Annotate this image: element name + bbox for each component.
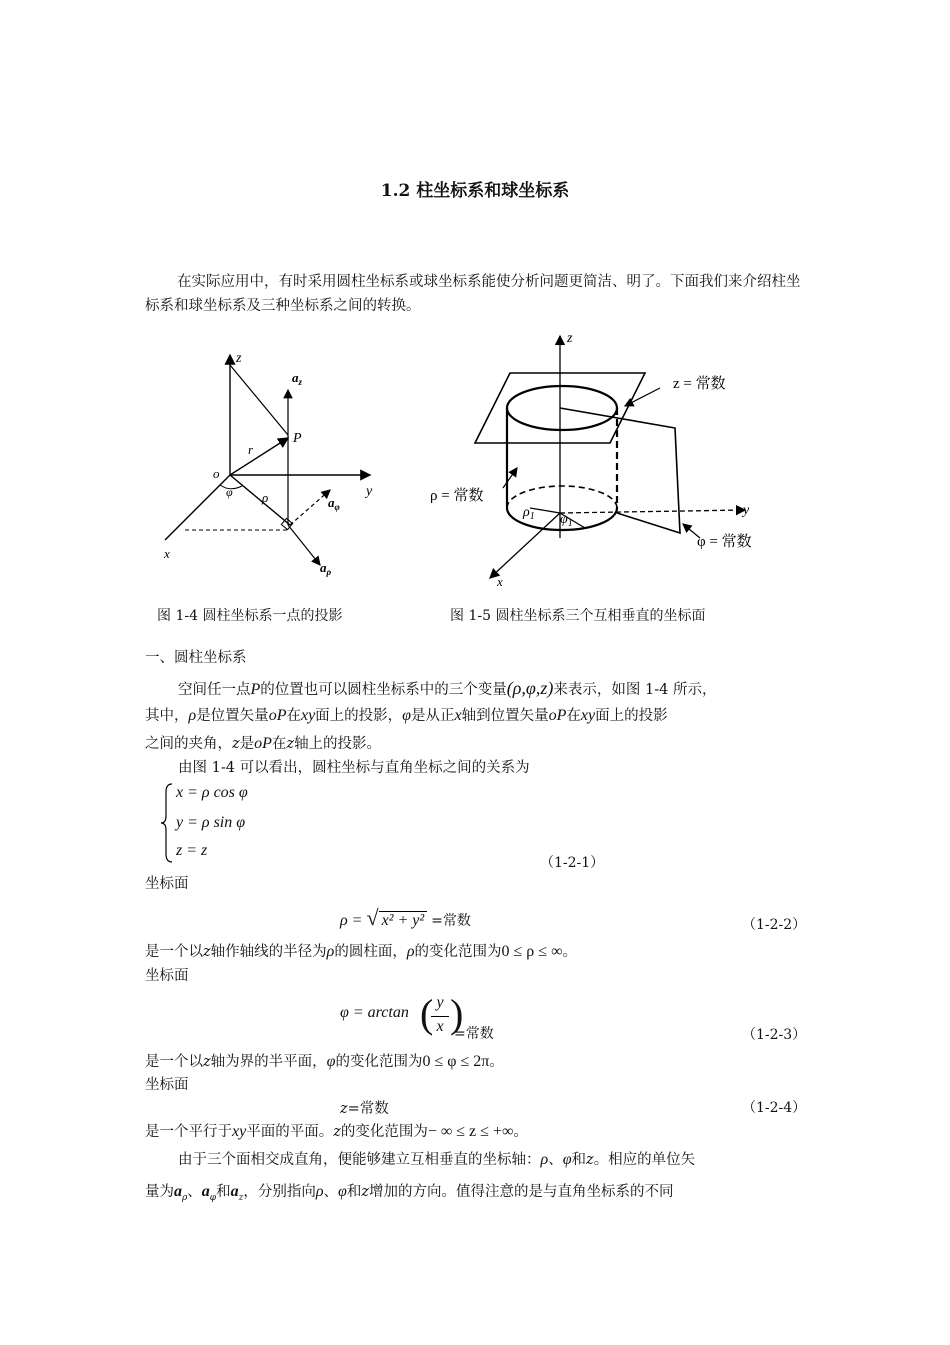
fig14-label-p: P bbox=[293, 431, 302, 446]
coordinate-surface-label: 坐标面 bbox=[145, 876, 189, 892]
equation-brace bbox=[160, 782, 174, 864]
paragraph-1-line-3: 之间的夹角，z是oP在z轴上的投影。 bbox=[145, 735, 382, 752]
fig14-label-az: $a_z$ bbox=[292, 370, 303, 387]
figure-1-5 bbox=[425, 328, 770, 593]
x-axis bbox=[490, 513, 560, 578]
fig15-label-phi1: $\varphi_1$ bbox=[560, 512, 573, 529]
fig14-label-phi: φ bbox=[226, 485, 233, 499]
figure-1-4-caption: 图 1-4 圆柱坐标系一点的投影 bbox=[157, 608, 343, 624]
fig14-label-y: y bbox=[366, 484, 373, 499]
fig15-label-z: z bbox=[567, 331, 573, 346]
aphi-arrow bbox=[290, 490, 330, 525]
equation-number-1-2-4: （1-2-4） bbox=[742, 1100, 807, 1116]
figure-1-5-caption: 图 1-5 圆柱坐标系三个互相垂直的坐标面 bbox=[450, 608, 706, 624]
top-line bbox=[230, 365, 288, 435]
fig14-label-x: x bbox=[164, 546, 170, 561]
coordinate-surface-label-3: 坐标面 bbox=[145, 1077, 189, 1093]
coordinate-surface-label-2: 坐标面 bbox=[145, 968, 189, 984]
equation-x: x = ρ cos φ bbox=[176, 784, 248, 801]
description-1-2-2: 是一个以z轴作轴线的半径为ρ的圆柱面，ρ的变化范围为0 ≤ ρ ≤ ∞。 bbox=[145, 943, 577, 960]
description-1-2-4: 是一个平行于xy平面的平面。z的变化范围为− ∞ ≤ z ≤ +∞。 bbox=[145, 1123, 528, 1140]
paragraph-1-line-1: 空间任一点P的位置也可以圆柱坐标系中的三个变量(ρ,φ,z)来表示，如图 1-4 所示， bbox=[178, 678, 717, 698]
fig14-label-rho: ρ bbox=[262, 490, 269, 505]
fig15-label-rho1: $\rho_1$ bbox=[523, 505, 535, 522]
equation-1-2-2: ρ = √ x² + y² =常数 bbox=[340, 905, 471, 930]
fig14-label-o: o bbox=[213, 466, 220, 481]
equation-z: z = z bbox=[176, 842, 208, 859]
paragraph-3-line-1: 由于三个面相交成直角，便能够建立互相垂直的坐标轴：ρ、φ和z。相应的单位矢 bbox=[178, 1151, 696, 1168]
intro-paragraph: 在实际应用中，有时采用圆柱坐标系或球坐标系能使分析问题更简洁、明了。下面我们来介绍柱坐标系和球坐标系及三种坐标系之间的转换。 bbox=[145, 274, 801, 314]
paragraph-3-line-2: 量为$a_\rho$、$a_\varphi$和$a_z$，分别指向ρ、φ和z增加的方向。值得注意的是与直角坐标系的不同 bbox=[145, 1183, 674, 1203]
equation-y: y = ρ sin φ bbox=[176, 814, 246, 831]
section-title: 1.2 柱坐标系和球坐标系 bbox=[380, 181, 570, 201]
paragraph-1-line-2: 其中，ρ是位置矢量oP在xy面上的投影，φ是从正x轴到位置矢量oP在xy面上的投影 bbox=[145, 707, 668, 724]
fig15-label-z-const: z = 常数 bbox=[673, 376, 726, 392]
description-1-2-3: 是一个以z轴为界的半平面，φ的变化范围为0 ≤ φ ≤ 2π。 bbox=[145, 1053, 504, 1070]
fig14-label-z: z bbox=[236, 351, 242, 366]
subsection-heading: 一、圆柱坐标系 bbox=[145, 650, 247, 666]
arho-arrow bbox=[288, 525, 320, 565]
equation-number-1-2-2: （1-2-2） bbox=[742, 917, 807, 933]
fig14-label-aphi: $a_\varphi$ bbox=[328, 495, 340, 512]
position-vector-r bbox=[230, 438, 288, 475]
paragraph-2: 由图 1-4 可以看出，圆柱坐标与直角坐标之间的关系为 bbox=[178, 760, 530, 776]
equation-number-1-2-3: （1-2-3） bbox=[742, 1027, 807, 1043]
y-axis bbox=[560, 510, 745, 513]
fig15-label-x: x bbox=[497, 574, 503, 589]
fig15-label-y: y bbox=[743, 503, 750, 518]
rho-projection bbox=[230, 475, 290, 525]
phi-half-plane bbox=[560, 408, 680, 533]
equation-1-2-4: z=常数 bbox=[340, 1101, 389, 1117]
figure-1-4 bbox=[150, 340, 380, 590]
fig15-label-phi-const: φ = 常数 bbox=[697, 534, 752, 550]
fig15-label-rho-const: ρ = 常数 bbox=[430, 488, 484, 504]
fig14-label-r: r bbox=[248, 442, 254, 457]
fig14-label-arho: $a_\rho$ bbox=[320, 560, 332, 577]
equation-number-1-2-1: （1-2-1） bbox=[540, 855, 605, 871]
